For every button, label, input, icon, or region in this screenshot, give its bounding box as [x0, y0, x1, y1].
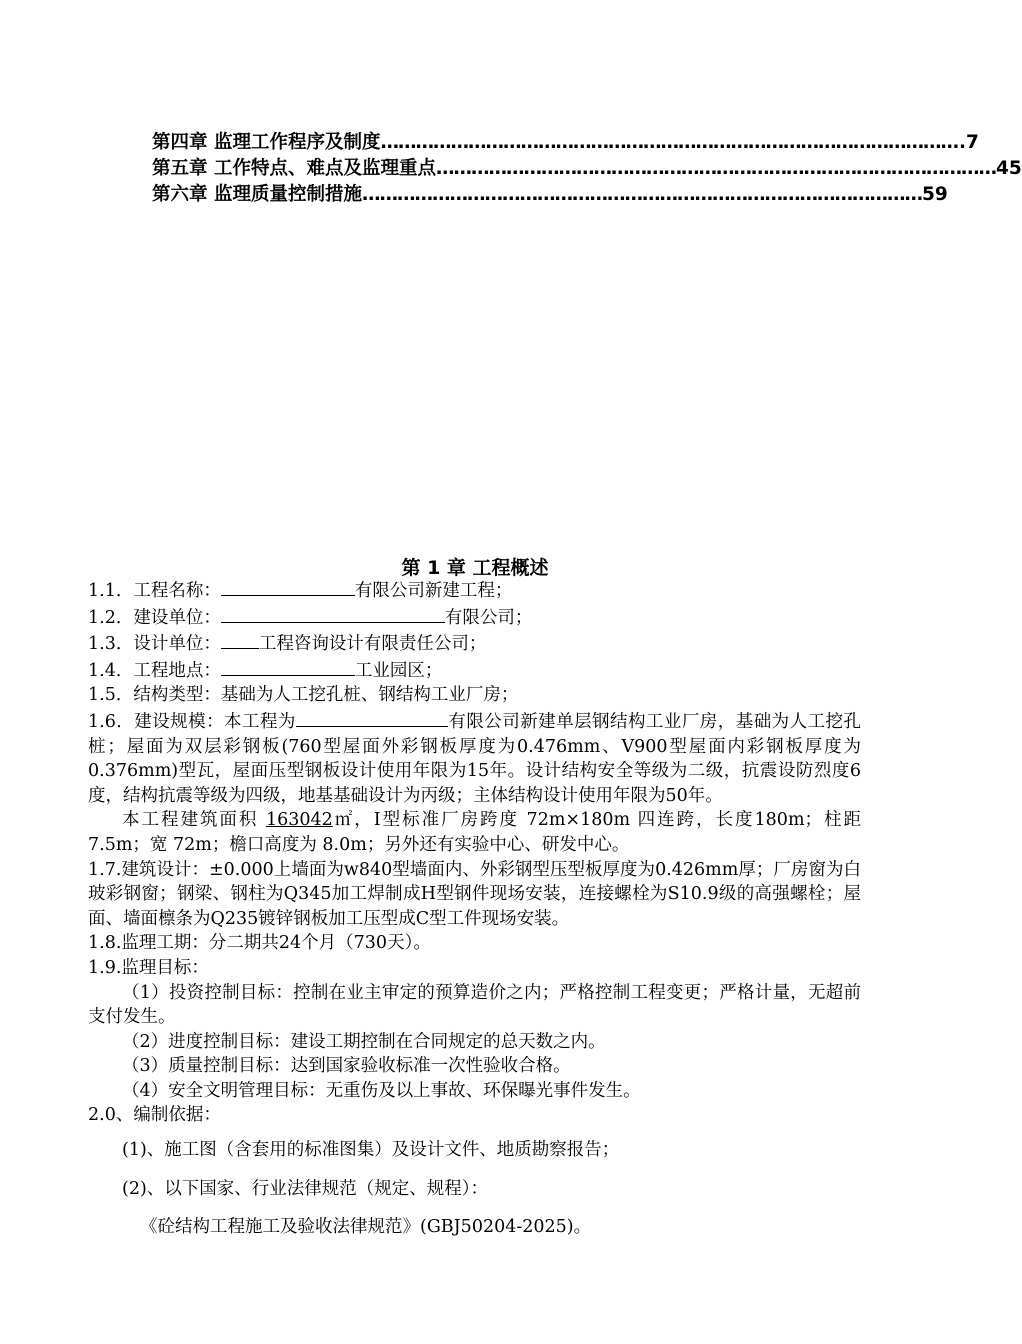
- area-value: 163042: [265, 810, 333, 831]
- item-designer: 1.3．设计单位： 工程咨询设计有限责任公司；: [88, 630, 861, 657]
- goal-safety: （4）安全文明管理目标：无重伤及以上事故、环保曝光事件发生。: [122, 1080, 641, 1101]
- toc-entry-label: 第四章 监理工作程序及制度: [152, 132, 381, 153]
- toc-entry-chapter-5[interactable]: [152, 154, 1022, 180]
- goal-quality: （3）质量控制目标：达到国家验收标准一次性验收合格。: [122, 1056, 571, 1077]
- toc-entry-chapter-4[interactable]: [152, 128, 979, 154]
- goal-schedule: （2）进度控制目标：建设工期控制在合同规定的总天数之内。: [122, 1031, 606, 1052]
- toc-entry-page: 45: [995, 158, 1022, 179]
- toc-entry-label: 第六章 监理质量控制措施: [152, 184, 362, 205]
- item-scale: 1.6．建设规模：本工程为 有限公司新建单层钢结构工业厂房，基础为人工挖孔桩；屋面为双层彩钢板(760型屋面外彩钢板厚度为0.476mm、V900型屋面内彩钢板厚度为0.376mm)型瓦，屋面压型钢板设计使用年限为15年。设计结构安全等级为二级，抗震设防烈度6度，结构抗震等级为四级，地基基础设计为丙级；主体结构设计使用年限为50年。: [88, 708, 861, 808]
- basis-standard: 《砼结构工程施工及验收法律规范》(GBJ50204-2025)。: [140, 1217, 592, 1238]
- basis-regulations: (2)、以下国家、行业法律规范（规定、规程）：: [122, 1178, 489, 1199]
- blank-underline: [296, 708, 448, 727]
- item-architecture: 1.7.建筑设计：±0.000上墙面为w840型墙面内、外彩钢型压型板厚度为0.426mm厚；厂房窗为白玻彩钢窗；钢梁、钢柱为Q345加工焊制成H型钢件现场安装，连接螺栓为S10.9级的高强螺栓；屋面、墙面檩条为Q235镀锌钢板加工压型成C型工件现场安装。: [88, 859, 861, 929]
- item-basis: 2.0、编制依据：: [88, 1105, 221, 1126]
- toc-entry-page: ….7: [940, 132, 979, 153]
- toc-leader-dots: ……………………………………………………………………………………: [361, 184, 922, 205]
- toc-entry-chapter-6[interactable]: [152, 180, 948, 206]
- blank-underline: [221, 657, 355, 676]
- document-body: [88, 577, 861, 1240]
- toc-entry-label: 第五章 工作特点、难点及监理重点: [152, 158, 436, 179]
- basis-drawings: (1)、施工图（含套用的标准图集）及设计文件、地质勘察报告；: [122, 1140, 620, 1161]
- table-of-contents: [152, 128, 1022, 206]
- blank-underline: [221, 630, 259, 649]
- item-goals: 1.9.监理目标：: [88, 957, 209, 978]
- toc-leader-dots: ……………………………………………………………………………………: [435, 158, 996, 179]
- blank-underline: [221, 577, 355, 596]
- toc-leader-dots: ……………………………………………………………………………………: [380, 132, 941, 153]
- item-owner: 1.2．建设单位： 有限公司；: [88, 604, 861, 631]
- goal-investment: （1）投资控制目标：控制在业主审定的预算造价之内；严格控制工程变更；严格计量，无超前支付发生。: [88, 982, 861, 1028]
- item-structure-type: 1.5．结构类型：基础为人工挖孔桩、钢结构工业厂房；: [88, 685, 519, 706]
- item-period: 1.8.监理工期：分二期共24个月（730天）。: [88, 933, 431, 954]
- toc-entry-page: 59: [921, 184, 948, 205]
- item-project-name: 1.1．工程名称： 有限公司新建工程；: [88, 577, 861, 604]
- paragraph-area: 本工程建筑面积 163042㎡，I型标准厂房跨度 72m×180m 四连跨，长度180m；柱距 7.5m；宽 72m；檐口高度为 8.0m；另外还有实验中心、研发中心。: [88, 810, 862, 855]
- chapter-heading: 第 1 章 工程概述: [401, 557, 549, 579]
- item-location: 1.4．工程地点： 工业园区；: [88, 657, 861, 684]
- blank-underline: [221, 604, 445, 623]
